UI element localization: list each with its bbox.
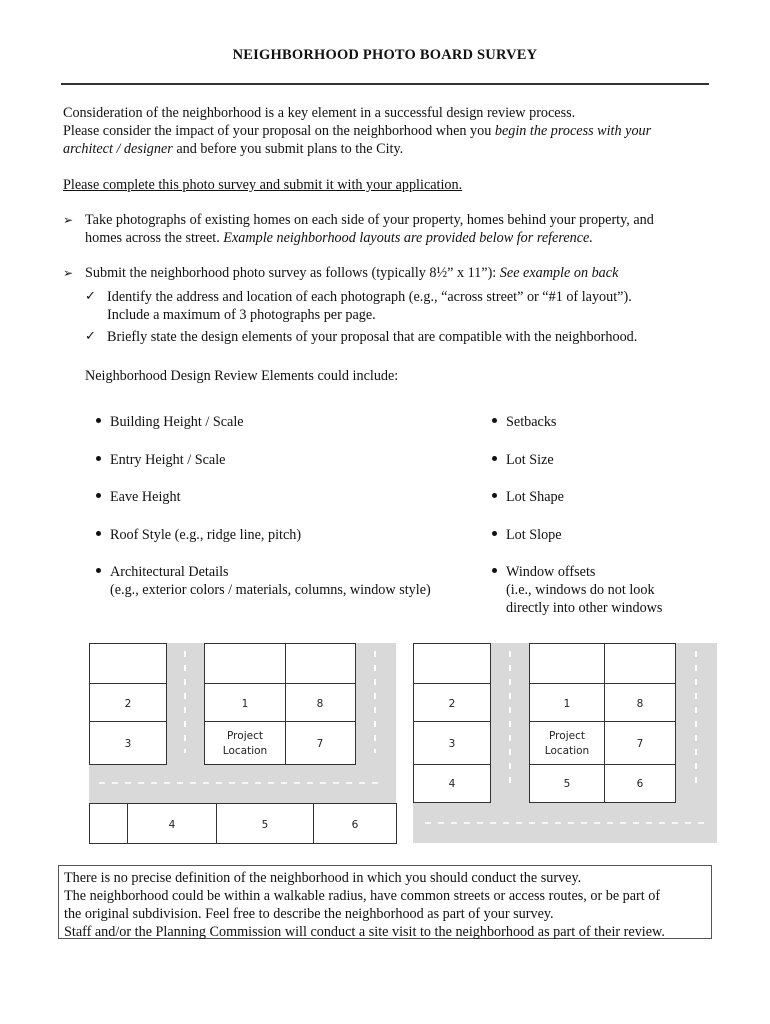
bullet-dot-icon: [492, 568, 497, 573]
element-building-height: Building Height / Scale: [96, 413, 244, 431]
lot-8-label: 8: [636, 698, 644, 710]
project-location-label-line-2: Location: [222, 745, 268, 757]
element-architectural-details: Architectural Details (e.g., exterior colors / materials, columns, window style): [96, 563, 431, 599]
check1-line-1: Identify the address and location of each photograph (e.g., “across street” or “#1 of layout”).: [107, 289, 632, 305]
layout-1-lots: [90, 644, 397, 844]
intro-line-3: architect / designer and before you submit plans to the City.: [63, 141, 404, 157]
element-window-offsets: Window offsets (i.e., windows do not look directly into other windows: [492, 563, 662, 617]
lot-2-label: 2: [448, 698, 456, 710]
bullet-dot-icon: [96, 418, 101, 423]
element-roof-style: Roof Style (e.g., ridge line, pitch): [96, 526, 301, 544]
lot-5-label: 5: [261, 819, 269, 831]
neighborhood-note-box: [58, 865, 712, 939]
lot-4-label: 4: [168, 819, 176, 831]
bullet-take-photographs: [63, 211, 713, 247]
bullet1-line-2: homes across the street. Example neighborhood layouts are provided below for reference.: [85, 230, 593, 246]
element-entry-height: Entry Height / Scale: [96, 451, 225, 469]
check1-line-2: Include a maximum of 3 photographs per page.: [107, 307, 376, 323]
bullet-dot-icon: [492, 493, 497, 498]
bullet-dot-icon: [96, 568, 101, 573]
checkmark-icon: ✓: [85, 289, 96, 304]
lot-3-label: 3: [124, 738, 132, 750]
intro-line-1: Consideration of the neighborhood is a key element in a successful design review process.: [63, 105, 576, 121]
element-window-offsets-sub-2: directly into other windows: [506, 600, 663, 616]
element-lot-shape: Lot Shape: [492, 488, 564, 506]
note-line-1: There is no precise definition of the neighborhood in which you should conduct the survey.: [64, 870, 582, 886]
bullet2-line: Submit the neighborhood photo survey as follows (typically 8½” x 11”): See example on back: [85, 265, 619, 281]
check-identify-address: [85, 288, 705, 324]
project-location-label-line-1: Project: [549, 730, 585, 742]
lot-2-label: 2: [124, 698, 132, 710]
lot-6-label: 6: [351, 819, 359, 831]
bullet-submit-survey: [63, 264, 713, 282]
element-setbacks: Setbacks: [492, 413, 556, 431]
bullet-dot-icon: [96, 493, 101, 498]
instruction-text: Please complete this photo survey and submit it with your application.: [63, 177, 463, 193]
title-divider: [61, 83, 709, 85]
bullet-dot-icon: [96, 456, 101, 461]
note-line-3: the original subdivision. Feel free to describe the neighborhood as part of your survey.: [64, 906, 554, 922]
project-location-label-line-2: Location: [544, 745, 590, 757]
lot-1-label: 1: [241, 698, 249, 710]
bullet-dot-icon: [492, 456, 497, 461]
arrow-bullet-icon: ➢: [63, 266, 74, 280]
page-title: NEIGHBORHOOD PHOTO BOARD SURVEY: [232, 47, 538, 63]
bullet-dot-icon: [96, 531, 101, 536]
lot-3-label: 3: [448, 738, 456, 750]
arrow-bullet-icon: ➢: [63, 213, 74, 227]
intro-line-2: Please consider the impact of your proposal on the neighborhood when you begin the process with your: [63, 123, 652, 139]
note-line-4: Staff and/or the Planning Commission will conduct a site visit to the neighborhood as part of their review.: [64, 924, 665, 940]
lot-6-label: 6: [636, 778, 644, 790]
checkmark-icon: ✓: [85, 329, 96, 344]
layout-diagram-corner-lot: [89, 643, 399, 847]
element-window-offsets-sub-1: (i.e., windows do not look: [506, 582, 655, 598]
element-architectural-details-sub: (e.g., exterior colors / materials, columns, window style): [110, 582, 431, 598]
bullet-dot-icon: [492, 531, 497, 536]
check-design-elements: [85, 328, 705, 346]
element-lot-size: Lot Size: [492, 451, 554, 469]
lot-1-label: 1: [563, 698, 571, 710]
lot-5-label: 5: [563, 778, 571, 790]
intro-paragraph: [63, 104, 713, 158]
elements-heading: Neighborhood Design Review Elements could include:: [85, 368, 399, 384]
lot-4-label: 4: [448, 778, 456, 790]
lot-7-label: 7: [316, 738, 324, 750]
layout-diagram-interior-lot: [413, 643, 723, 847]
lot-8-label: 8: [316, 698, 324, 710]
bullet-dot-icon: [492, 418, 497, 423]
element-eave-height: Eave Height: [96, 488, 181, 506]
note-line-2: The neighborhood could be within a walkable radius, have common streets or access routes, or be part of: [64, 888, 661, 904]
project-location-label-line-1: Project: [227, 730, 263, 742]
bullet1-line-1: Take photographs of existing homes on each side of your property, homes behind your property, and: [85, 212, 654, 228]
element-lot-slope: Lot Slope: [492, 526, 562, 544]
lot-7-label: 7: [636, 738, 644, 750]
check2-line: Briefly state the design elements of your proposal that are compatible with the neighborhood.: [107, 329, 638, 345]
